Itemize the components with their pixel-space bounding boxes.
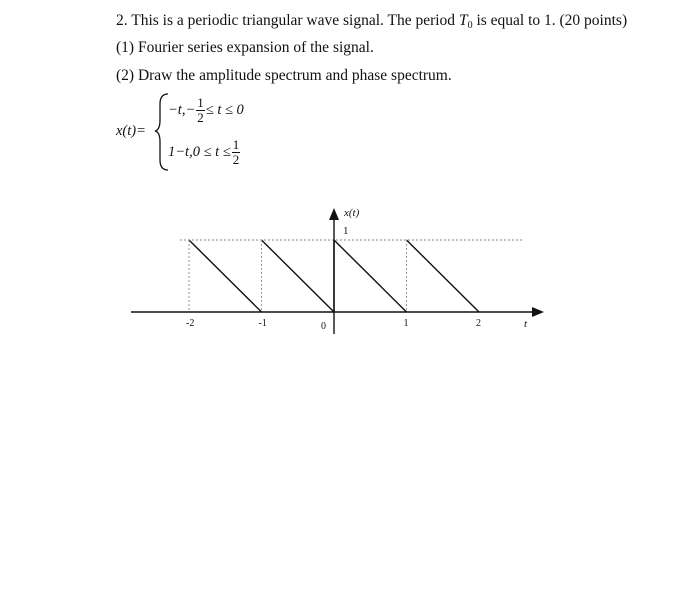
tick-label: 2 bbox=[476, 318, 481, 329]
tick-label: 0 bbox=[321, 321, 326, 332]
sawtooth-ramp-3 bbox=[334, 240, 407, 312]
period-subscript: 0 bbox=[467, 20, 473, 31]
case-2-expr: 1−t,0 ≤ t ≤ bbox=[168, 143, 231, 160]
definition-lhs-text: x(t)= bbox=[116, 123, 146, 139]
x-axis-arrow bbox=[532, 307, 544, 317]
case-2-numerator: 1 bbox=[232, 137, 240, 152]
x-axis-label: t bbox=[524, 318, 528, 330]
y-axis-label: x(t) bbox=[344, 207, 360, 219]
peak-value-label: 1 bbox=[343, 225, 349, 237]
case-1-denominator: 2 bbox=[197, 110, 204, 125]
case-1-expr: −t,− bbox=[168, 101, 196, 118]
part-2-label: (2) Draw the amplitude spectrum and phase spectrum. bbox=[116, 67, 452, 84]
case-1-numerator: 1 bbox=[197, 95, 204, 110]
question-text-before: This is a periodic triangular wave signal. The period bbox=[131, 12, 459, 29]
sawtooth-ramp-1 bbox=[189, 240, 262, 312]
sawtooth-ramp-2 bbox=[262, 240, 335, 312]
part-1-label: (1) Fourier series expansion of the signal. bbox=[116, 39, 374, 56]
tick-label: 1 bbox=[403, 318, 409, 329]
tick-label: -1 bbox=[258, 318, 267, 329]
case-1-condition: ≤ t ≤ 0 bbox=[205, 101, 244, 118]
y-axis-arrow bbox=[329, 208, 339, 220]
sawtooth-ramp-4 bbox=[407, 240, 480, 312]
question-number: 2. bbox=[116, 12, 128, 29]
tick-label: -2 bbox=[186, 318, 195, 329]
case-2-denominator: 2 bbox=[232, 152, 240, 167]
period-symbol: T bbox=[458, 12, 468, 29]
question-text-after: is equal to 1. (20 points) bbox=[472, 12, 628, 29]
